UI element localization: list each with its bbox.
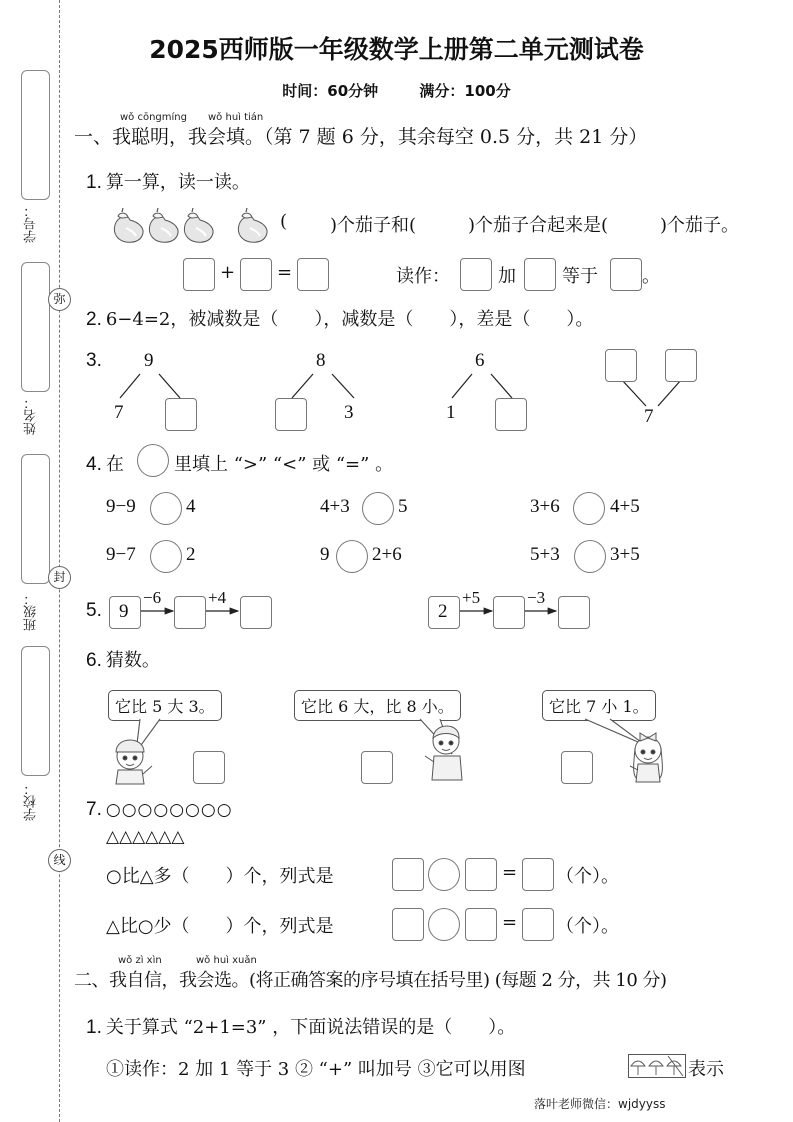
q1-sentence-part-4: )个茄子。 xyxy=(660,215,740,236)
read-word-equals: 等于 xyxy=(562,266,598,287)
q7-line2-result-box[interactable] xyxy=(522,908,554,941)
q4-item6-left: 5+3 xyxy=(530,544,560,565)
q7-line2-suffix: （个）。 xyxy=(556,916,619,937)
q1-number: 1. xyxy=(86,172,102,193)
speech-bubble-1: 它比 5 大 3。 xyxy=(108,690,222,721)
q7-line2-equals: = xyxy=(502,912,518,933)
q7-line1-suffix: （个）。 xyxy=(556,866,619,887)
s2-q1-options-suffix: 表示 xyxy=(688,1059,724,1080)
q7-line1-box2[interactable] xyxy=(465,858,497,891)
q1-sentence-part-2: )个茄子和( xyxy=(330,215,417,236)
read-word-plus: 加 xyxy=(498,266,516,287)
class-label: 班级： xyxy=(24,592,39,632)
q7-line2-text: △比○少（ ）个，列式是 xyxy=(106,916,334,937)
q4-prompt: 4. 在 xyxy=(86,454,124,475)
watermark-text: 落叶老师微信：wjdyyss xyxy=(534,1097,666,1111)
q4-item5-right: 2+6 xyxy=(372,544,402,565)
read-period: 。 xyxy=(642,266,660,287)
q5-chain2-start: 2 xyxy=(428,596,460,629)
q5-chain2-op1: +5 xyxy=(462,588,481,607)
q4-item1-left: 9−9 xyxy=(106,496,136,517)
q6-answer-box-3[interactable] xyxy=(561,751,593,784)
pinyin-wo-hui-xuan: wǒ huì xuǎn xyxy=(196,955,257,966)
q4-item2-right: 5 xyxy=(398,496,408,517)
page-title: 2025西师版一年级数学上册第二单元测试卷 xyxy=(149,35,644,64)
bond1-top: 9 xyxy=(144,350,154,371)
bond3-top: 6 xyxy=(475,350,485,371)
q7-line2-box2[interactable] xyxy=(465,908,497,941)
section1-heading: 一、我聪明，我会填。（第 7 题 6 分，其余每空 0.5 分，共 21 分） xyxy=(74,126,648,148)
q5-chain1-op2: +4 xyxy=(208,588,227,607)
circle-shapes: ○○○○○○○○ xyxy=(105,800,233,820)
q7-line2-box1[interactable] xyxy=(392,908,424,941)
plus-sign: + xyxy=(220,262,236,283)
q5-chain1-op1: −6 xyxy=(143,588,162,607)
mushroom-picture-icon xyxy=(628,1054,686,1078)
q1-prompt: 1. 算一算，读一读。 xyxy=(86,172,250,193)
triangle-shapes: △△△△△△ xyxy=(106,827,185,847)
bond2-top: 8 xyxy=(316,350,326,371)
q4-number: 4. xyxy=(86,454,102,475)
q6-answer-box-1[interactable] xyxy=(193,751,225,784)
q4-item3-right: 4+5 xyxy=(610,496,640,517)
exam-score: 满分：100分 xyxy=(419,82,511,100)
q5-chain1-start: 9 xyxy=(109,596,141,629)
q4-item4-left: 9−7 xyxy=(106,544,136,565)
read-as-label: 读作： xyxy=(396,266,450,287)
pinyin-wo-congming: wǒ cōngmíng xyxy=(120,112,187,123)
school-label: 学校： xyxy=(24,782,39,822)
bond1-left: 7 xyxy=(114,402,124,423)
q4-item6-right: 3+5 xyxy=(610,544,640,565)
bond4-bottom: 7 xyxy=(644,406,654,427)
seal-feng: 封 xyxy=(48,566,71,589)
q4-item2-left: 4+3 xyxy=(320,496,350,517)
q7-line1-text: ○比△多（ ）个，列式是 xyxy=(106,866,334,887)
q6-answer-box-2[interactable] xyxy=(361,751,393,784)
q7-line1-box1[interactable] xyxy=(392,858,424,891)
q6-prompt: 6. 猜数。 xyxy=(86,650,160,671)
q4-item4-right: 2 xyxy=(186,544,196,565)
bond2-right: 3 xyxy=(344,402,354,423)
bond3-left: 1 xyxy=(446,402,456,423)
q6-number: 6. xyxy=(86,650,102,671)
student-id-label: 学号： xyxy=(24,204,39,244)
pinyin-wo-hui-tian: wǒ huì tián xyxy=(208,112,264,123)
boy-with-cap-icon xyxy=(116,740,152,784)
q2-number: 2. xyxy=(86,309,102,330)
q7-circles-row xyxy=(86,799,233,821)
q1-paren-open-1: ( xyxy=(280,211,288,232)
speech-bubble-2: 它比 6 大，比 8 小。 xyxy=(294,690,461,721)
q4-item5-left: 9 xyxy=(320,544,330,565)
s2-q1-text: 关于算式 “2+1=3” ，下面说法错误的是（ ）。 xyxy=(105,1017,516,1038)
q7-number: 7. xyxy=(86,799,102,820)
seal-xian: 线 xyxy=(48,849,71,872)
q1-sentence-part-3: )个茄子合起来是( xyxy=(468,215,609,236)
q4-item1-right: 4 xyxy=(186,496,196,517)
s2-q1-number: 1. xyxy=(86,1017,102,1038)
boy-icon xyxy=(425,726,462,780)
speech-bubble-3: 它比 7 小 1。 xyxy=(542,690,656,721)
equals-sign: = xyxy=(277,262,293,283)
section2-heading: 二、我自信，我会选。(将正确答案的序号填在括号里) (每题 2 分，共 10 分) xyxy=(74,970,667,991)
q7-line2-operator-circle[interactable] xyxy=(428,908,460,941)
exam-time: 时间：60分钟 xyxy=(282,82,379,100)
q7-line1-result-box[interactable] xyxy=(522,858,554,891)
q3-number: 3. xyxy=(86,350,102,371)
q2-text: 6−4=2，被减数是（ ），减数是（ ），差是（ ）。 xyxy=(105,309,594,330)
q7-line1-equals: = xyxy=(502,862,518,883)
seal-mi: 弥 xyxy=(48,288,71,311)
q7-line1-operator-circle[interactable] xyxy=(428,858,460,891)
s2-q1-options: ①读作：2 加 1 等于 3 ② “+” 叫加号 ③它可以用图 xyxy=(106,1059,526,1080)
name-label: 姓名： xyxy=(24,396,39,436)
pinyin-wo-zi-xin: wǒ zì xìn xyxy=(118,955,162,966)
q5-chain2-op2: −3 xyxy=(527,588,546,607)
q4-prompt-rest: 里填上 “>” “<” 或 “=” 。 xyxy=(174,454,394,475)
q4-item3-left: 3+6 xyxy=(530,496,560,517)
q5-number: 5. xyxy=(86,600,102,621)
s2-q1-line xyxy=(86,1013,515,1039)
